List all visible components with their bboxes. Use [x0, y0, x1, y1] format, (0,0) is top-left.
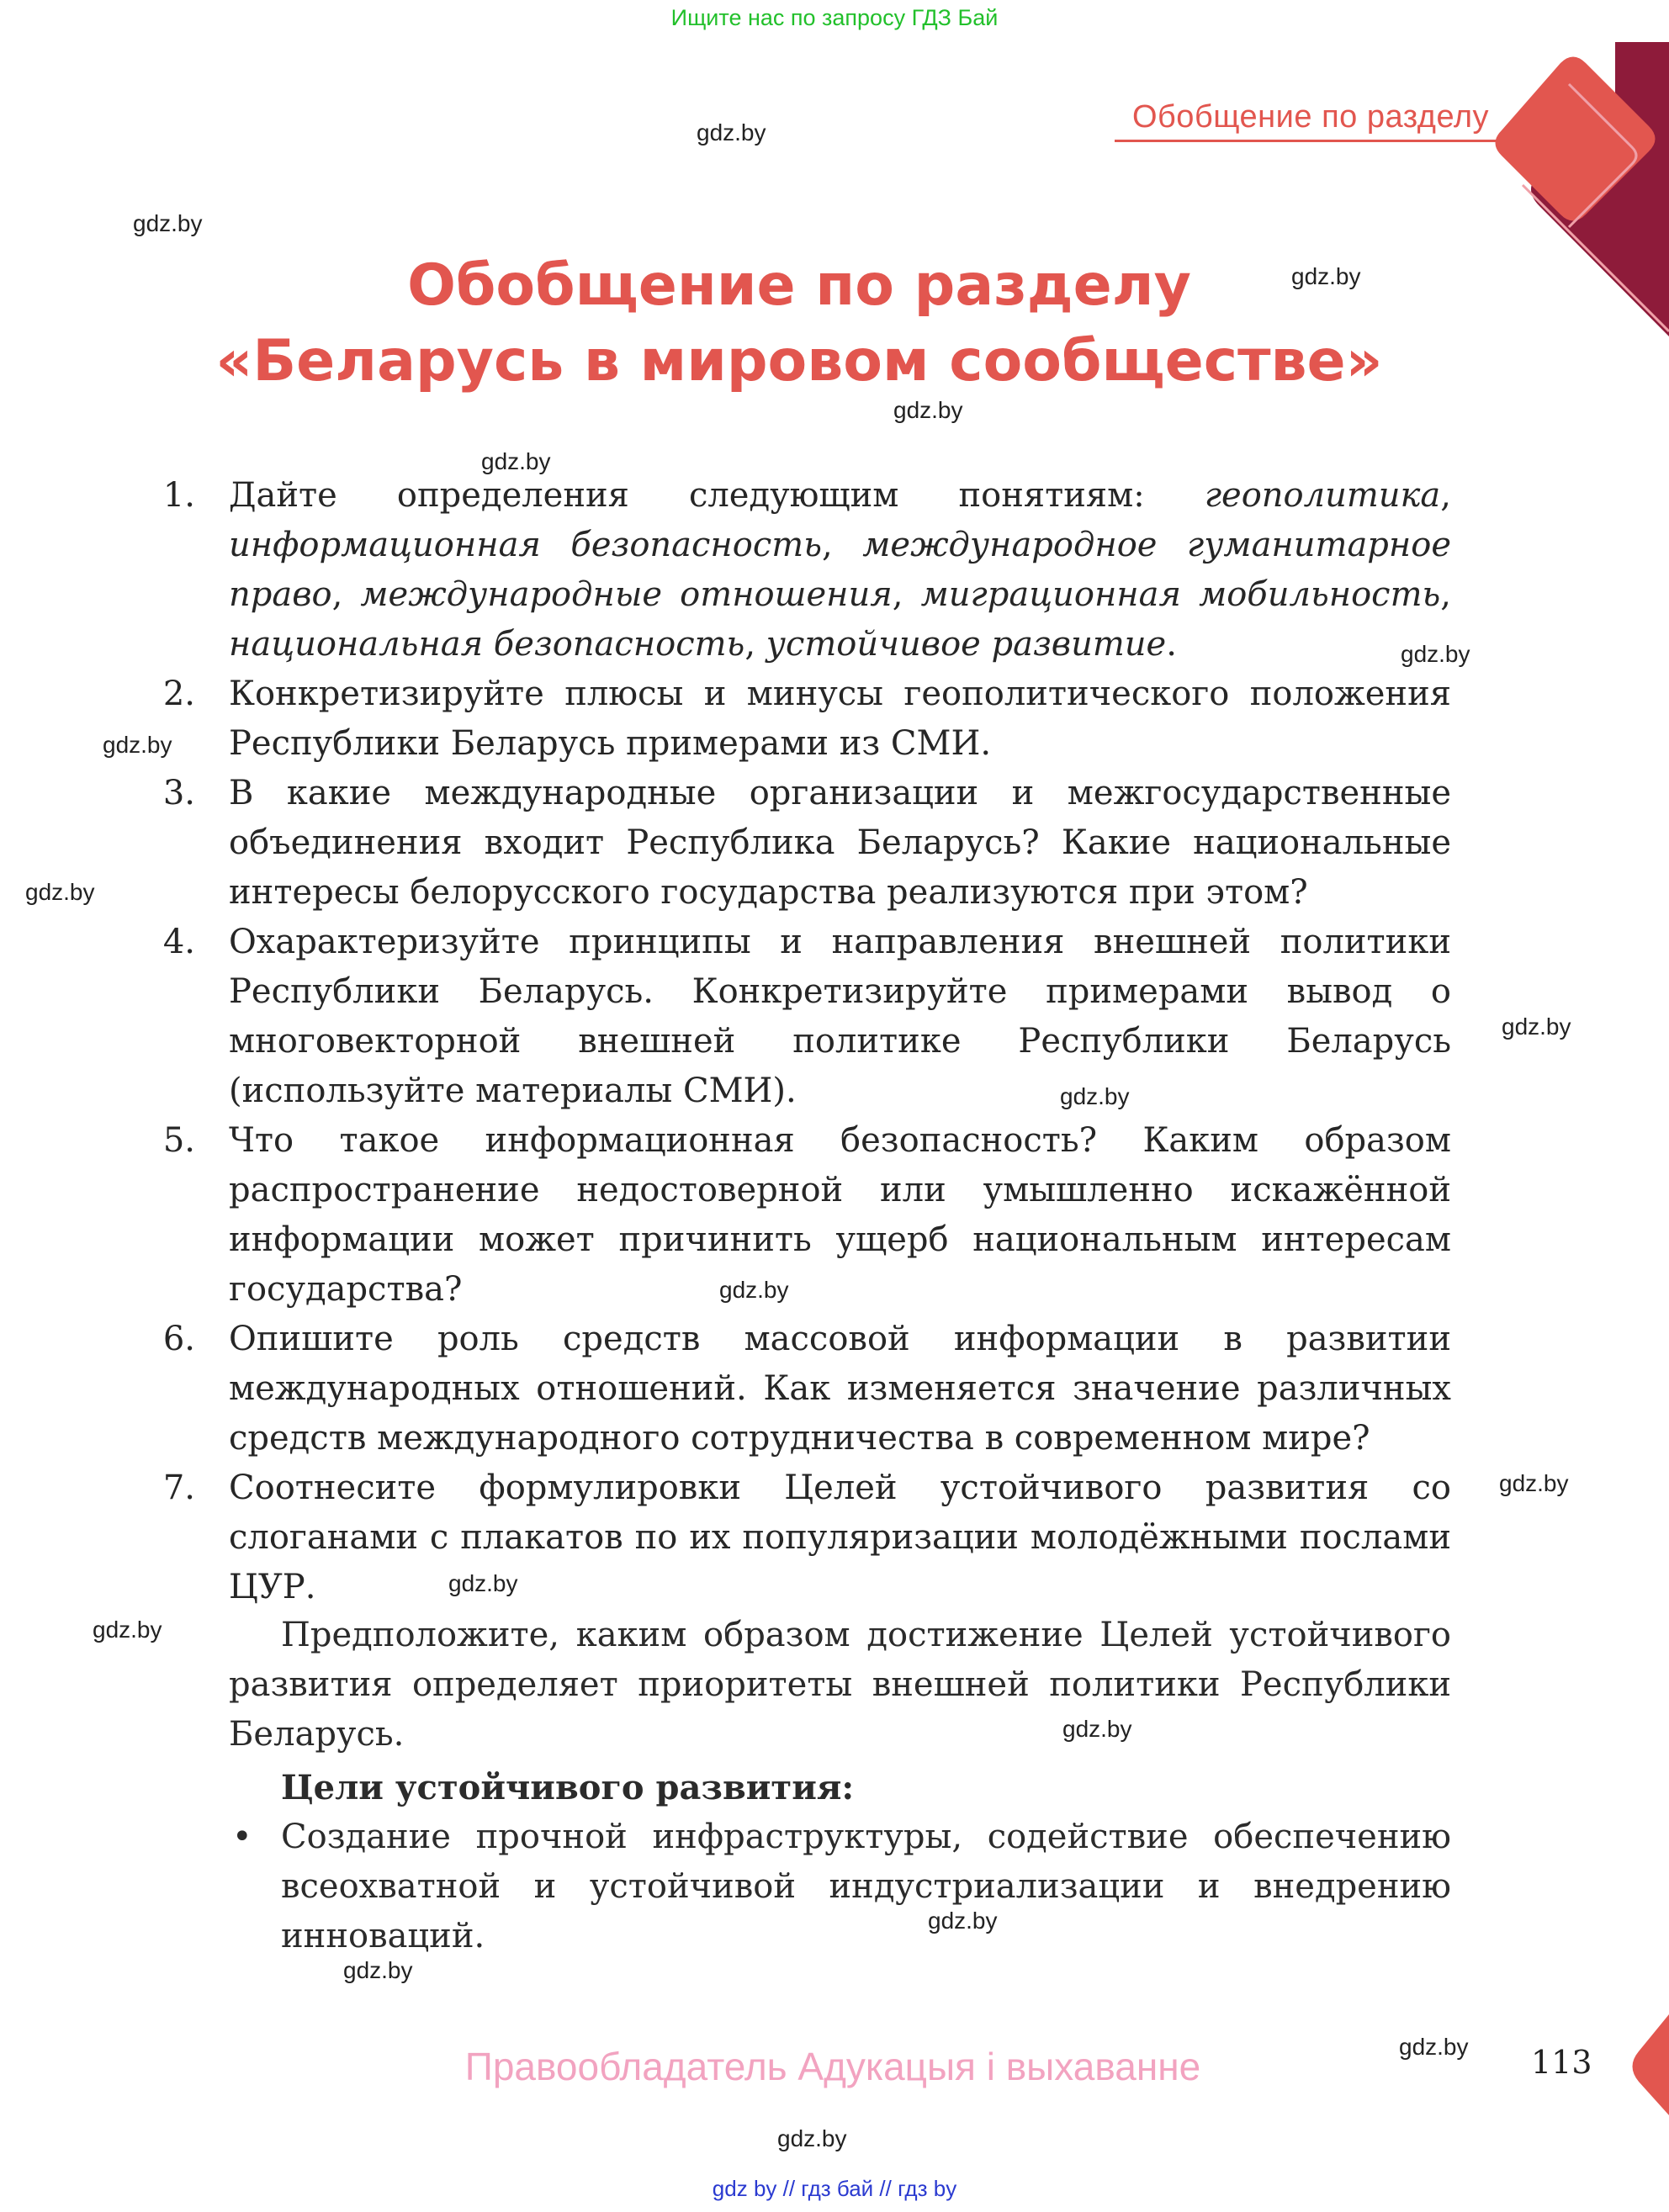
watermark: gdz.by [928, 1908, 998, 1934]
question-item [151, 918, 1451, 1116]
watermark: gdz.by [719, 1277, 789, 1303]
watermark: gdz.by [343, 1957, 413, 1983]
watermark: gdz.by [103, 732, 172, 758]
term: геополитика [1204, 476, 1441, 515]
watermark: gdz.by [777, 2125, 847, 2151]
page-title-line1: Обобщение по разделу [407, 252, 1191, 319]
copyright-notice: Правообладатель Адукацыя і выхаванне [464, 2045, 1201, 2088]
watermark: gdz.by [133, 210, 203, 236]
watermark: gdz.by [481, 448, 551, 474]
question-number: 7. [162, 1468, 195, 1507]
question-text: В какие международные организации и межгосударственные объединения входит Республика Беларусь? Какие национальные интересы белорусского государства реализуются при этом? [229, 774, 1451, 912]
question-number: 4. [162, 923, 195, 961]
page-number: 113 [1531, 2044, 1592, 2081]
question-number: 3. [162, 774, 195, 812]
question-item [151, 1116, 1451, 1315]
watermark: gdz.by [448, 1570, 518, 1596]
question-number: 6. [162, 1320, 195, 1358]
question-text: Опишите роль средств массовой информации в развитии международных отношений. Как изменяется значение различных средств международного сотрудничества в современном мире? [229, 1320, 1451, 1458]
page-title-line2: «Беларусь в мировом сообществе» [215, 328, 1383, 394]
watermark: gdz.by [893, 397, 963, 423]
term: национальная безопасность [229, 625, 745, 664]
top-banner: Ищите нас по запросу ГДЗ Бай [670, 5, 999, 30]
watermark: gdz.by [1060, 1083, 1130, 1109]
question-number: 1. [162, 476, 195, 515]
question-number: 5. [162, 1121, 195, 1160]
header-underline [1115, 140, 1510, 142]
goals-heading: Цели устойчивого развития: [281, 1768, 855, 1807]
watermark: gdz.by [1062, 1716, 1132, 1742]
bottom-links[interactable]: gdz by // гдз бай // гдз by [712, 2176, 957, 2201]
follow-up-paragraph: Предположите, каким образом достижение Целей устойчивого развития определяет приоритеты внешней политики Республики Беларусь. [229, 1616, 1451, 1754]
term: международное гуманитарное право [229, 526, 1452, 614]
questions-list [151, 471, 1451, 1612]
question-item [151, 669, 1451, 769]
section-header-label: Обобщение по разделу [1131, 99, 1489, 135]
question-text: Конкретизируйте плюсы и минусы геополитического положения Республики Беларусь примерами из СМИ. [229, 675, 1451, 763]
question-text: Охарактеризуйте принципы и направления внешней политики Республики Беларусь. Конкретизируйте примерами вывод о многовекторной внешней политике Республики Беларусь (используйте материалы СМИ). [229, 923, 1451, 1110]
watermark: gdz.by [697, 119, 766, 146]
question-number: 2. [162, 675, 195, 713]
page-corner-tab [1622, 2014, 1669, 2115]
bullet-icon: • [232, 1818, 252, 1856]
watermark: gdz.by [1291, 263, 1361, 289]
term: международные отношения [360, 575, 893, 614]
watermark: gdz.by [1399, 2034, 1469, 2060]
term: устойчивое развитие [766, 625, 1167, 664]
question-text: Соотнесите формулировки Целей устойчивого развития со слоганами с плакатов по их популяризации молодёжными послами ЦУР. [229, 1468, 1451, 1606]
watermark: gdz.by [93, 1617, 162, 1643]
term: миграционная мобильность [920, 575, 1441, 614]
question-text: Дайте определения следующим понятиям: [229, 476, 1205, 515]
question-item [151, 1463, 1451, 1612]
watermark: gdz.by [1502, 1013, 1571, 1040]
watermark: gdz.by [1401, 641, 1470, 667]
goal-bullet-item [229, 1812, 1451, 1961]
term: информационная безопасность [229, 526, 822, 564]
question-item: 1. Дайте определения следующим понятиям: геополитика, информационная безопасность, международное гуманитарное право, международные отношения, миграционная мобильность, национальная безопасность, устойчивое развитие. [151, 471, 1451, 669]
question-item [151, 769, 1451, 918]
question-text: Что такое информационная безопасность? Каким образом распространение недостоверной или умышленно искажённой информации может причинить ущерб национальным интересам государства? [229, 1121, 1451, 1309]
question-item [151, 1315, 1451, 1463]
watermark: gdz.by [25, 879, 95, 905]
watermark: gdz.by [1499, 1470, 1569, 1496]
goal-bullet-text: Создание прочной инфраструктуры, содействие обеспечению всеохватной и устойчивой индустриализации и внедрению инноваций. [281, 1818, 1451, 1955]
